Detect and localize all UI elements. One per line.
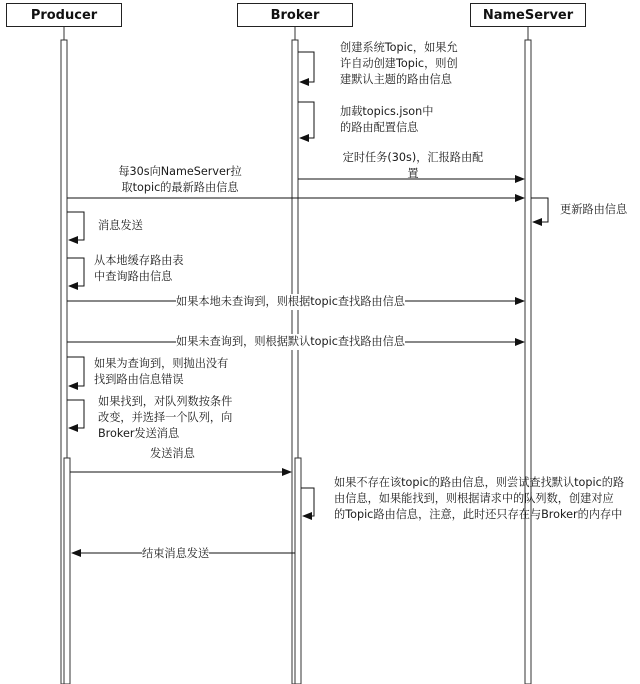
broker-self-arrow-create — [298, 52, 314, 82]
actor-broker: Broker — [237, 3, 353, 27]
note-broker-create-route: 如果不存在该topic的路由信息，则尝试查找默认topic的路 由信息，如果能找到，则根据请求中的队列数，创建对应 的Topic路由信息，注意，此时还只存在与Broker的内存中 — [334, 476, 625, 521]
actor-nameserver: NameServer — [470, 3, 586, 27]
note-query-default: 如果未查询到，则根据默认topic查找路由信息 — [176, 335, 405, 348]
note-broker-load-json: 加载topics.json中 的路由配置信息 — [340, 105, 434, 134]
producer-self-arrow-notfound — [67, 357, 84, 386]
note-producer-local-cache: 从本地缓存路由表 中查询路由信息 — [94, 254, 184, 283]
producer-activation-inner — [64, 458, 70, 684]
producer-self-arrow-send — [67, 212, 84, 240]
note-nameserver-update: 更新路由信息 — [560, 203, 628, 216]
note-producer-send-msg: 消息发送 — [98, 219, 143, 232]
note-broker-report: 定时任务(30s)，汇报路由配 置 — [342, 151, 484, 180]
note-producer-pull: 每30s向NameServer拉 取topic的最新路由信息 — [118, 165, 242, 194]
note-end-send: 结束消息发送 — [142, 547, 210, 560]
actor-producer: Producer — [6, 3, 122, 27]
broker-activation-inner — [295, 458, 301, 684]
broker-self-arrow-create-route — [301, 488, 314, 516]
note-query-topic: 如果本地未查询到，则根据topic查找路由信息 — [176, 295, 405, 308]
nameserver-self-arrow — [531, 198, 548, 222]
nameserver-activation — [525, 40, 531, 684]
note-send-msg: 发送消息 — [150, 447, 195, 460]
producer-self-arrow-cache — [67, 258, 84, 286]
note-select-queue: 如果找到，对队列数按条件 改变，并选择一个队列，向 Broker发送消息 — [98, 395, 233, 440]
producer-self-arrow-select — [67, 400, 84, 428]
broker-self-arrow-load — [298, 102, 314, 138]
note-not-found-error: 如果为查询到，则抛出没有 找到路由信息错误 — [94, 357, 229, 386]
note-broker-create-topic: 创建系统Topic，如果允 许自动创建Topic，则创 建默认主题的路由信息 — [340, 41, 458, 86]
